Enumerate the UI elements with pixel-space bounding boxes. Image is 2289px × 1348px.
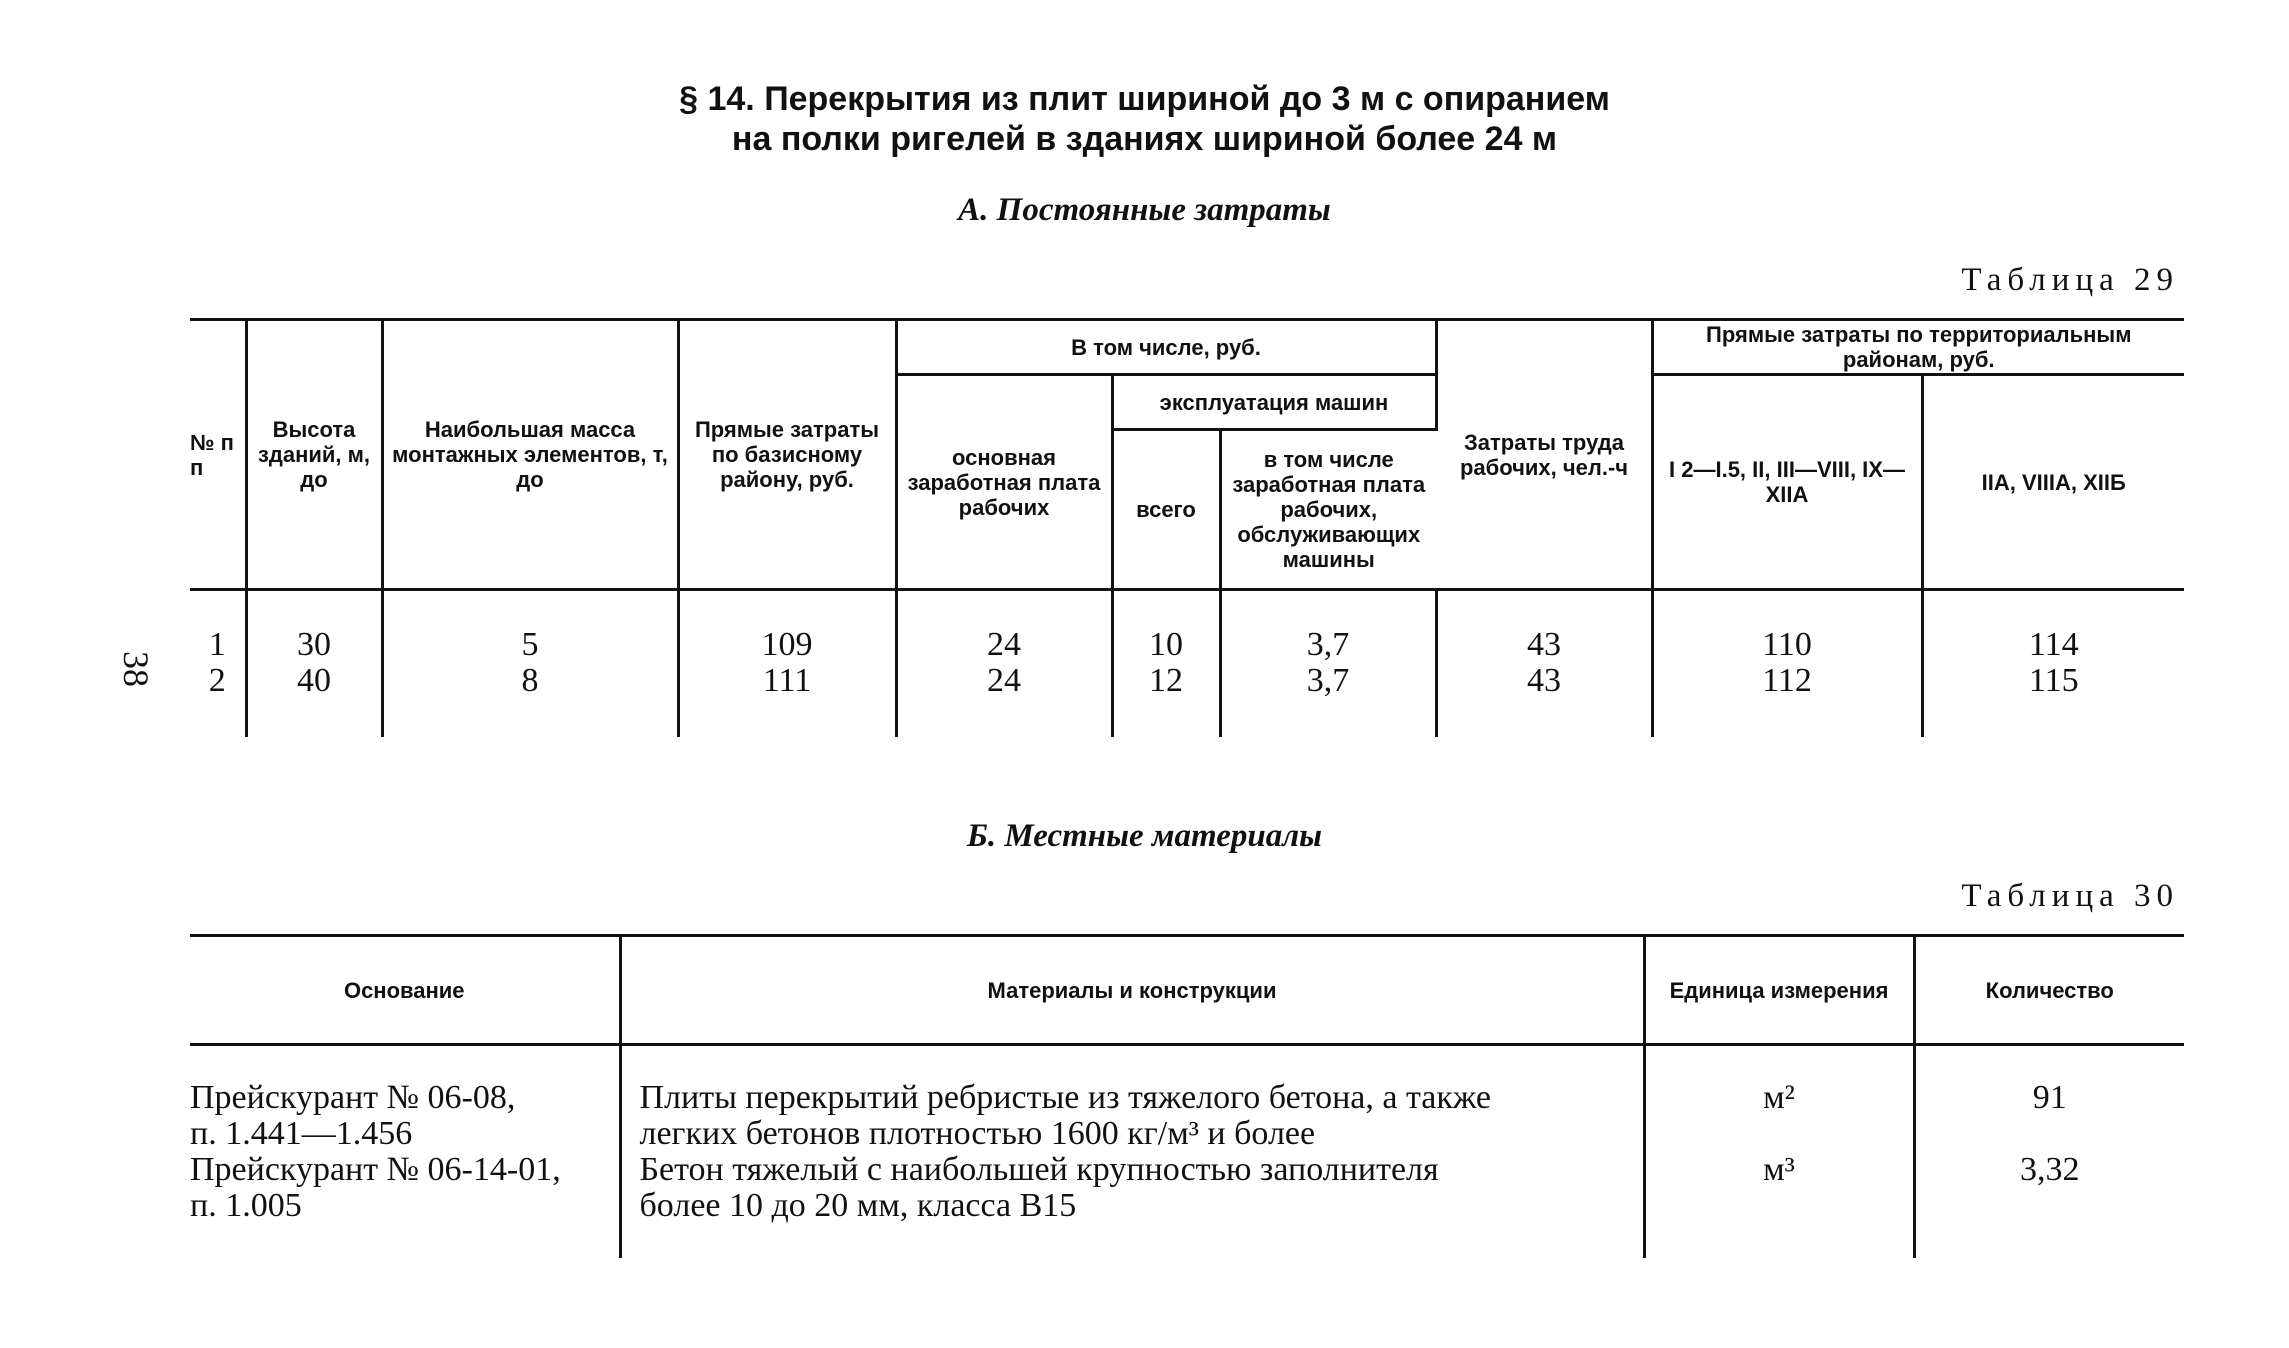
col-header-territorial: Прямые затраты по территориальным районам, руб. [1652,320,2184,375]
col-header-height: Высота зданий, м, до [246,320,382,590]
col-header-machines: эксплуатация машин [1112,375,1436,430]
cell-height: 30 40 [246,590,382,738]
section-heading-line2: на полки ригелей в зданиях шириной более 24 м [731,120,1558,158]
cell-labor: 43 43 [1436,590,1652,738]
table-29 [190,318,2184,737]
cell-num: 1 2 [190,590,246,738]
col-header-machine-wage: в том числе заработная плата рабочих, обслуживающих машины [1220,430,1436,590]
cell-zone1: 110 112 [1652,590,1922,738]
cell-materials: Плиты перекрытий ребристые из тяжелого бетона, а также легких бетонов плотностью 1600 кг/м³ и более Бетон тяжелый с наибольшей крупностью заполнителя более 10 до 20 мм, класса В15 [620,1045,1644,1259]
cell-basis: Прейскурант № 06-08, п. 1.441—1.456 Прейскурант № 06-14-01, п. 1.005 [190,1045,620,1259]
col-header-zone1: I 2—I.5, II, III—VIII, IX—XIIA [1652,375,1922,590]
cell-mass: 5 8 [382,590,678,738]
subsection-b-title: Б. Местные материалы [966,818,1323,854]
cell-direct: 109 111 [678,590,896,738]
col-header-zone2: IIA, VIIIA, XIIБ [1922,375,2184,590]
cell-wage: 24 24 [896,590,1112,738]
cell-zone2: 114 115 [2028,626,2079,699]
col-header-materials: Материалы и конструкции [620,936,1644,1045]
col-header-mass: Наибольшая масса монтажных элементов, т, до [382,320,678,590]
table-30 [190,934,2184,1258]
col-header-quantity: Количество [1914,936,2184,1045]
col-header-wage: основная заработная плата рабочих [896,375,1112,590]
section-heading-line1: § 14. Перекрытия из плит шириной до 3 м с опиранием [679,80,1610,118]
cell-machine-wage: 3,7 3,7 [1220,590,1436,738]
cell-machines-total: 10 12 [1112,590,1220,738]
col-header-basis: Основание [190,936,620,1045]
table-30-label: Таблица 30 [1961,878,2179,914]
cell-unit: м² м³ [1644,1045,1914,1259]
col-header-including: В том числе, руб. [896,320,1436,375]
table-29-label: Таблица 29 [1961,262,2179,298]
page-number: 38 [116,651,156,687]
col-header-num: № п п [190,320,246,590]
col-header-labor: Затраты труда рабочих, чел.-ч [1436,320,1652,590]
col-header-unit: Единица измерения [1644,936,1914,1045]
subsection-a-title: А. Постоянные затраты [958,192,1331,228]
col-header-machines-total: всего [1112,430,1220,590]
cell-quantity: 91 3,32 [2020,1079,2080,1188]
col-header-direct-costs: Прямые затраты по базисному району, руб. [678,320,896,590]
